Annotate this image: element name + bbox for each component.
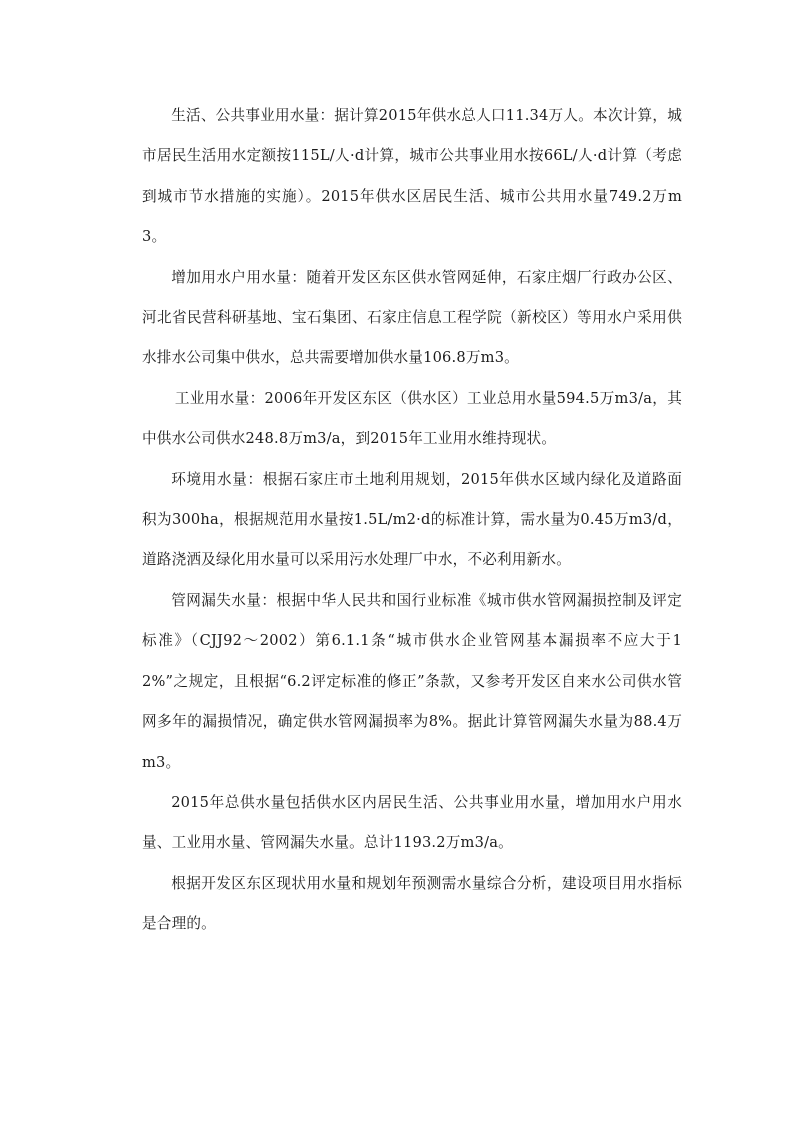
paragraph-industrial-water: 工业用水量：2006年开发区东区（供水区）工业总用水量594.5万m3/a，其中供水公司供水248.8万m3/a，到2015年工业用水维持现状。	[142, 389, 682, 448]
paragraph-added-users-water: 增加用水户用水量：随着开发区东区供水管网延伸，石家庄烟厂行政办公区、河北省民营科研基地、宝石集团、石家庄信息工程学院（新校区）等用水户采用供水排水公司集中供水，总共需要增加供水量106.8万m3。	[142, 268, 682, 367]
paragraph-conclusion: 根据开发区东区现状用水量和规划年预测需水量综合分析，建设项目用水指标是合理的。	[142, 874, 682, 933]
paragraph-environmental-water: 环境用水量：根据石家庄市土地利用规划，2015年供水区域内绿化及道路面积为300ha，根据规范用水量按1.5L/m2·d的标准计算，需水量为0.45万m3/d，道路浇洒及绿化用水量可以采用污水处理厂中水，不必利用新水。	[142, 470, 682, 569]
document-body	[142, 96, 682, 945]
paragraph-network-leakage: 管网漏失水量：根据中华人民共和国行业标准《城市供水管网漏损控制及评定标准》（CJJ92～2002）第6.1.1条“城市供水企业管网基本漏损率不应大于12%”之规定，且根据“6.2评定标准的修正”条款，又参考开发区自来水公司供水管网多年的漏损情况，确定供水管网漏损率为8%。据此计算管网漏失水量为88.4万m3。	[142, 591, 682, 771]
paragraph-total-supply: 2015年总供水量包括供水区内居民生活、公共事业用水量，增加用水户用水量、工业用水量、管网漏失水量。总计1193.2万m3/a。	[142, 793, 682, 852]
paragraph-domestic-public-water: 生活、公共事业用水量：据计算2015年供水总人口11.34万人。本次计算，城市居民生活用水定额按115L/人·d计算，城市公共事业用水按66L/人·d计算（考虑到城市节水措施的实施）。2015年供水区居民生活、城市公共用水量749.2万m3。	[142, 107, 682, 246]
